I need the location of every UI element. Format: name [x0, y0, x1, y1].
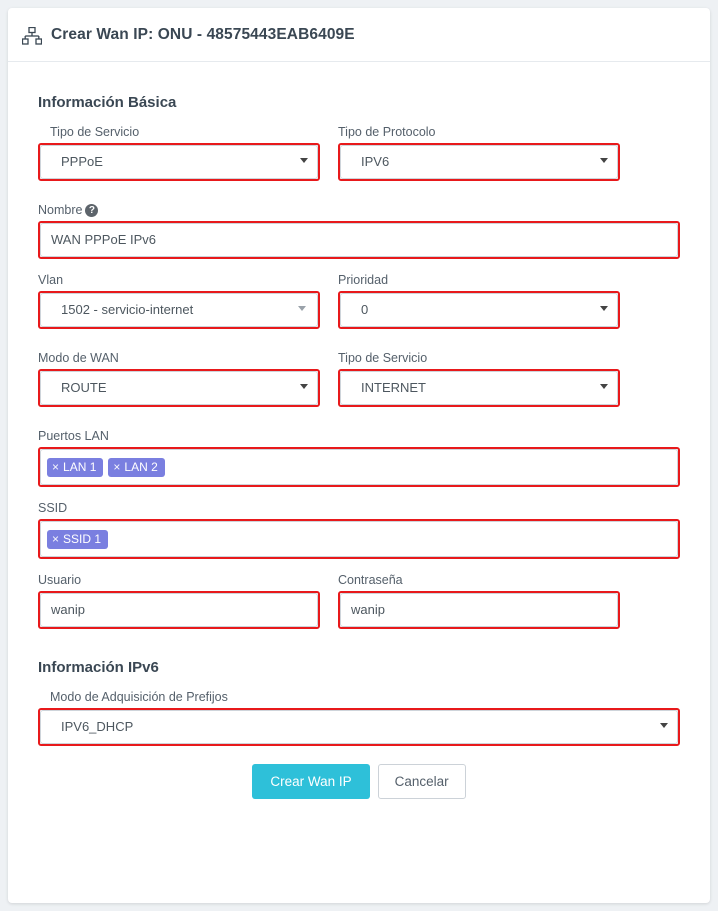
field-password [338, 573, 620, 629]
label-password: Contraseña [338, 573, 403, 588]
tag-label: LAN 1 [63, 459, 97, 474]
highlight-wan-mode [38, 369, 320, 407]
remove-tag-icon[interactable]: × [52, 459, 60, 474]
field-vlan [38, 273, 320, 329]
label-wan-mode: Modo de WAN [38, 351, 119, 366]
select-service-type-2[interactable] [340, 371, 618, 405]
input-user[interactable] [40, 593, 318, 627]
tagbox-lan-ports[interactable] [40, 449, 678, 485]
tag-ssid[interactable] [47, 530, 108, 549]
select-vlan-value: 1502 - servicio-internet [61, 302, 194, 318]
create-wan-ip-button[interactable]: Crear Wan IP [252, 764, 369, 799]
select-vlan[interactable] [40, 293, 318, 327]
sitemap-icon [22, 27, 42, 45]
field-lan-ports [38, 429, 680, 487]
select-service-type[interactable] [40, 145, 318, 179]
label-name-text: Nombre [38, 203, 83, 217]
highlight-priority [338, 291, 620, 329]
label-protocol-type: Tipo de Protocolo [338, 125, 436, 139]
select-service-type-2-value: INTERNET [361, 380, 426, 396]
highlight-vlan [38, 291, 320, 329]
select-service-type-value: PPPoE [61, 154, 103, 169]
field-service-type-2 [338, 351, 620, 407]
input-name-value: WAN PPPoE IPv6 [51, 232, 156, 248]
select-prefix-mode-value: IPV6_DHCP [61, 719, 134, 735]
highlight-password [338, 591, 620, 629]
section-title-basic: Información Básica [38, 94, 177, 111]
input-password[interactable] [340, 593, 618, 627]
select-wan-mode-value: ROUTE [61, 380, 107, 396]
highlight-user [38, 591, 320, 629]
select-priority-value: 0 [361, 302, 369, 318]
highlight-name [38, 221, 680, 259]
field-protocol-type [338, 125, 620, 181]
select-protocol-type[interactable] [340, 145, 618, 179]
form-row-service-protocol [38, 125, 680, 195]
tag-lan-port[interactable] [108, 458, 164, 477]
label-priority: Prioridad [338, 273, 389, 288]
card-body [8, 62, 710, 825]
page-title: Crear Wan IP: ONU - 48575443EAB6409E [51, 25, 355, 43]
tagbox-ssid[interactable] [40, 521, 678, 557]
highlight-ssid [38, 519, 680, 559]
highlight-service-type-2 [338, 369, 620, 407]
form-row-user-password [38, 573, 680, 643]
label-service-type: Tipo de Servicio [50, 125, 140, 139]
select-priority[interactable] [340, 293, 618, 327]
select-wan-mode[interactable] [40, 371, 318, 405]
field-name [38, 203, 680, 259]
input-user-value: wanip [51, 602, 85, 618]
field-service-type [38, 125, 320, 181]
highlight-prefix-mode [38, 708, 680, 746]
section-title-ipv6: Información IPv6 [38, 659, 159, 677]
label-name [38, 203, 680, 217]
label-ssid: SSID [38, 501, 68, 516]
label-user: Usuario [38, 573, 82, 588]
highlight-lan-ports [38, 447, 680, 487]
tag-lan-port[interactable] [47, 458, 103, 477]
field-prefix-mode [38, 690, 680, 746]
field-priority [338, 273, 620, 329]
cancel-button[interactable]: Cancelar [378, 764, 466, 799]
form-actions [38, 764, 680, 825]
field-user [38, 573, 320, 629]
card-header [8, 8, 710, 62]
form-row-vlan-priority [38, 273, 680, 343]
input-password-value: wanip [351, 602, 385, 618]
select-protocol-type-value: IPV6 [361, 154, 390, 169]
remove-tag-icon[interactable]: × [52, 531, 60, 546]
tag-label: SSID 1 [63, 531, 102, 546]
label-prefix-mode: Modo de Adquisición de Prefijos [50, 690, 228, 705]
form-row-wanmode-servicetype [38, 351, 680, 421]
highlight-service-type [38, 143, 320, 181]
input-name[interactable] [40, 223, 678, 257]
label-lan-ports: Puertos LAN [38, 429, 109, 444]
highlight-protocol-type [338, 143, 620, 181]
label-vlan: Vlan [38, 273, 64, 288]
field-wan-mode [38, 351, 320, 407]
label-service-type-2: Tipo de Servicio [338, 351, 428, 366]
help-icon[interactable]: ? [85, 204, 98, 217]
field-ssid [38, 501, 680, 559]
tag-label: LAN 2 [124, 459, 158, 474]
wan-ip-form-card [8, 8, 710, 903]
select-prefix-mode[interactable] [40, 710, 678, 744]
remove-tag-icon[interactable]: × [113, 459, 121, 474]
